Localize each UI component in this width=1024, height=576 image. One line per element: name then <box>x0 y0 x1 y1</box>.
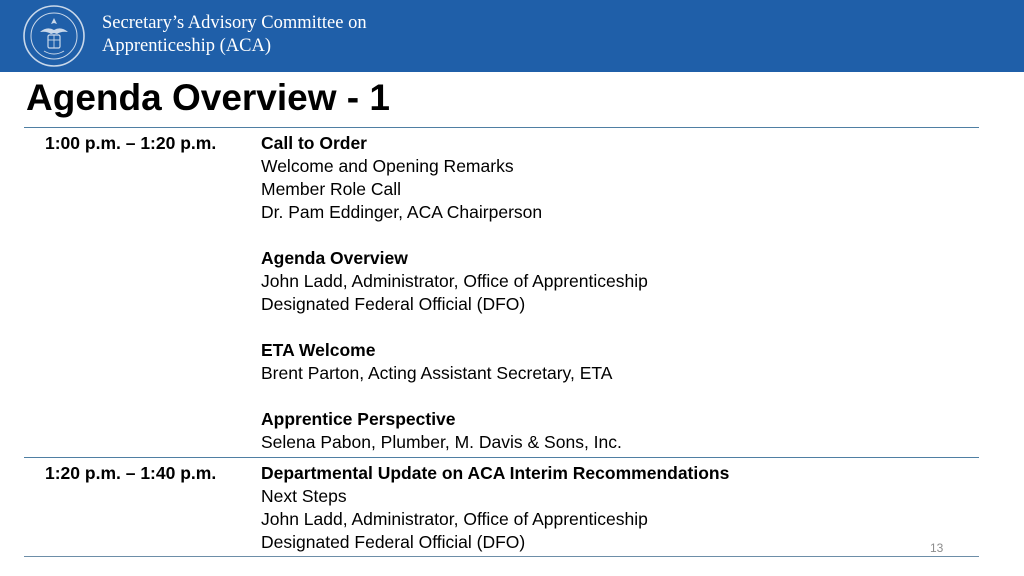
page-title: Agenda Overview - 1 <box>26 77 390 118</box>
session-items-1 <box>261 132 648 454</box>
organization-name <box>102 12 367 58</box>
agenda-heading: Apprentice Perspective <box>261 409 456 429</box>
department-seal-icon <box>22 4 86 68</box>
agenda-block <box>261 339 648 385</box>
agenda-line: John Ladd, Administrator, Office of Apprenticeship <box>261 509 648 529</box>
divider-top <box>24 127 979 128</box>
agenda-heading: Departmental Update on ACA Interim Recommendations <box>261 463 730 483</box>
agenda-line: Member Role Call <box>261 179 402 199</box>
divider-bottom <box>24 556 979 557</box>
agenda-line: Dr. Pam Eddinger, ACA Chairperson <box>261 202 543 222</box>
agenda-heading: ETA Welcome <box>261 340 376 360</box>
header-banner <box>0 0 1024 72</box>
session-time-1: 1:00 p.m. – 1:20 p.m. <box>45 133 217 153</box>
agenda-line: Next Steps <box>261 486 347 506</box>
organization-name-line2: Apprenticeship (ACA) <box>102 36 272 56</box>
agenda-block <box>261 408 648 454</box>
page-number: 13 <box>930 541 944 555</box>
agenda-line: John Ladd, Administrator, Office of Apprenticeship <box>261 271 648 291</box>
agenda-line: Selena Pabon, Plumber, M. Davis & Sons, Inc. <box>261 432 622 452</box>
agenda-heading: Agenda Overview <box>261 248 408 268</box>
organization-name-line1: Secretary’s Advisory Committee on <box>102 13 367 33</box>
agenda-block <box>261 132 648 224</box>
session-items-2 <box>261 462 729 554</box>
agenda-heading: Call to Order <box>261 133 367 153</box>
agenda-line: Designated Federal Official (DFO) <box>261 294 526 314</box>
agenda-line: Brent Parton, Acting Assistant Secretary, ETA <box>261 363 613 383</box>
agenda-block <box>261 247 648 316</box>
divider-middle <box>24 457 979 458</box>
agenda-line: Designated Federal Official (DFO) <box>261 532 526 552</box>
agenda-line: Welcome and Opening Remarks <box>261 156 514 176</box>
agenda-block <box>261 462 729 554</box>
session-time-2: 1:20 p.m. – 1:40 p.m. <box>45 463 217 483</box>
